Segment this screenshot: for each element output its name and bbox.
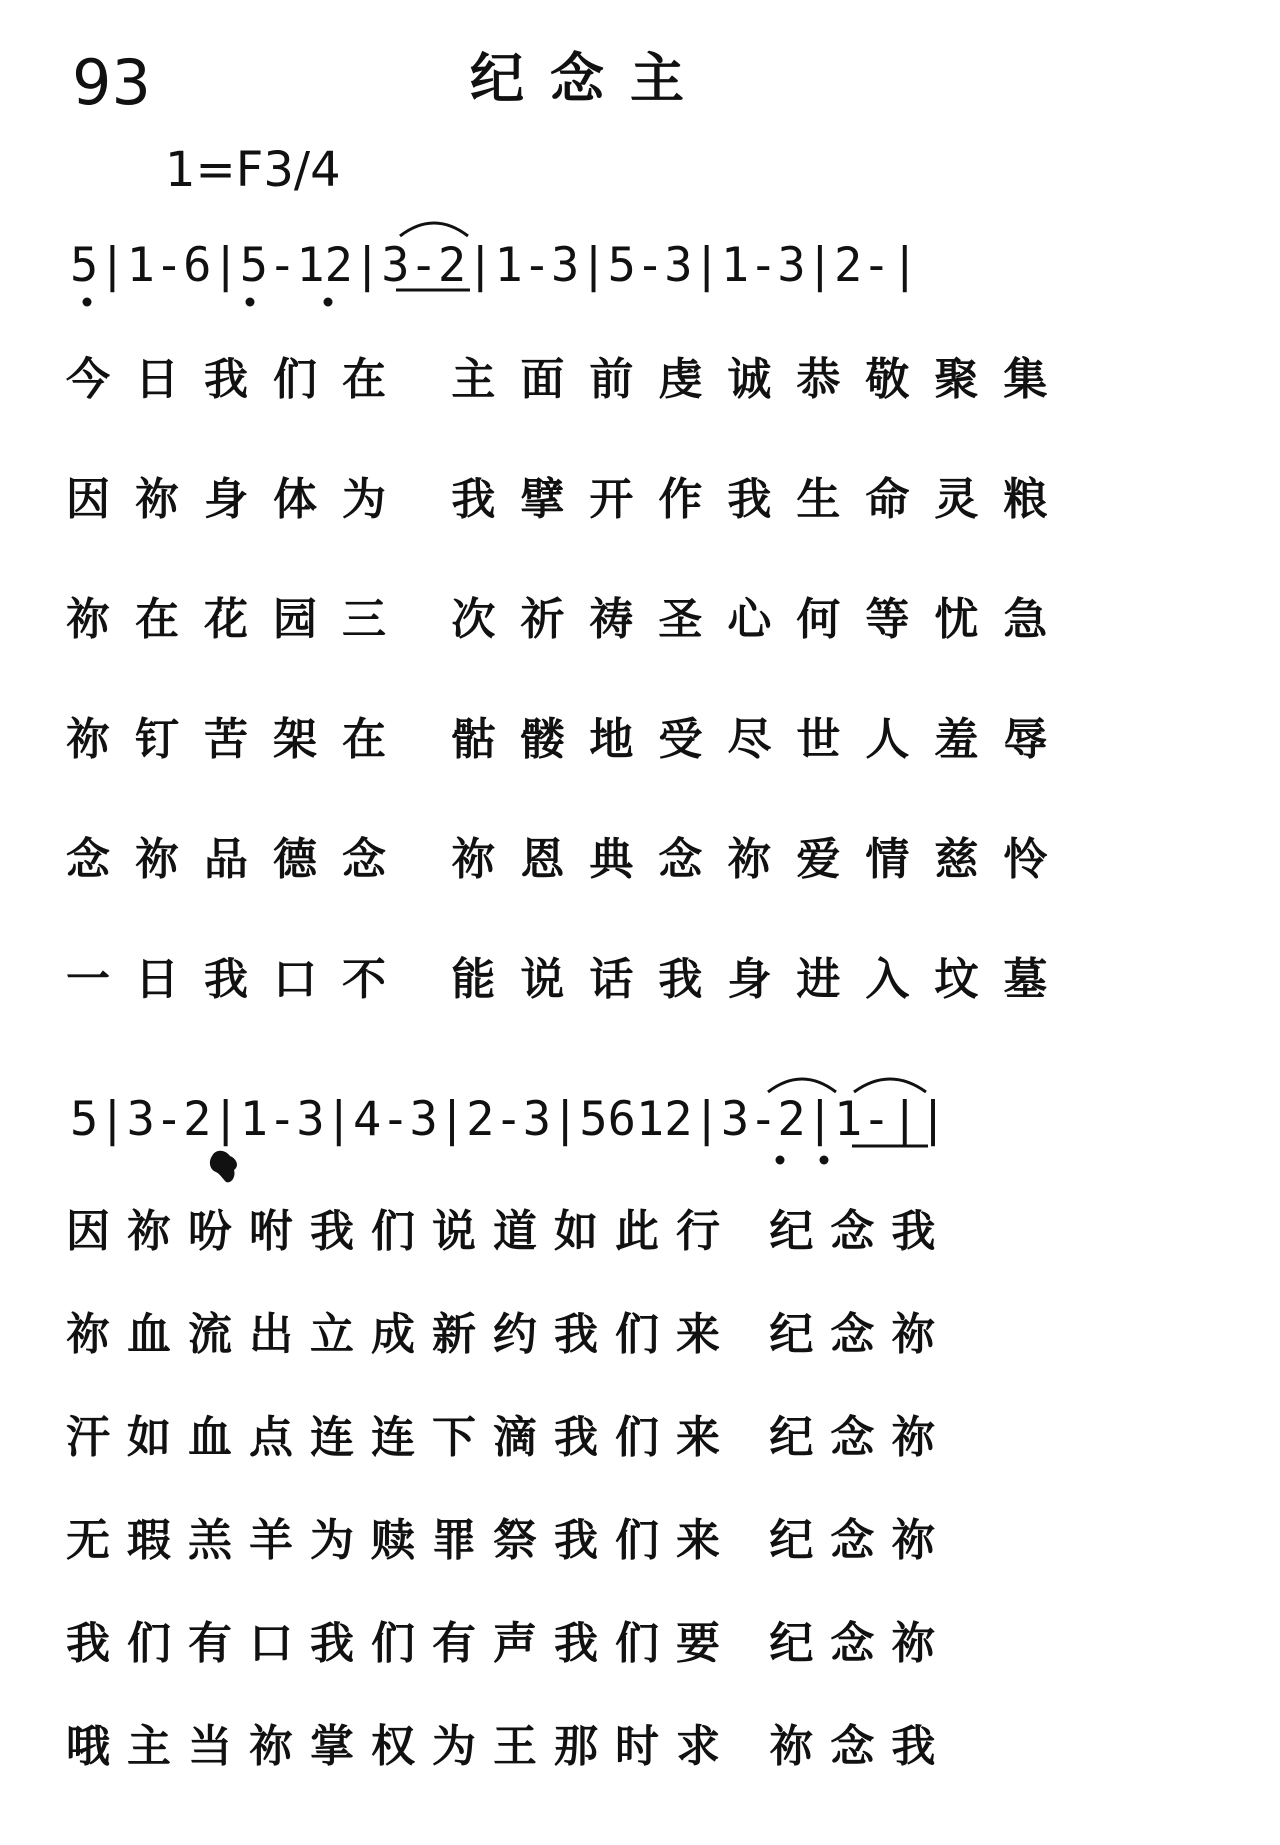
lyric-line-2-2: 祢血流出立成新约我们来 纪念祢 [66, 1309, 953, 1360]
key-signature: 1=F3/4 [165, 142, 341, 198]
lyric-line-1-1: 今日我们在 主面前虔诚恭敬聚集 [66, 354, 1073, 405]
lyric-line-2-1: 因祢吩咐我们说道如此行 纪念我 [66, 1206, 953, 1257]
lyric-line-1-6: 一日我口不 能说话我身进入坟墓 [66, 954, 1073, 1005]
lyric-line-2-5: 我们有口我们有声我们要 纪念祢 [66, 1618, 953, 1669]
low-octave-dot [776, 1156, 785, 1165]
hymn-title: 纪念主 [470, 47, 710, 110]
lyric-line-2-3: 汗如血点连连下滴我们来 纪念祢 [66, 1412, 953, 1463]
lyric-line-2-4: 无瑕羔羊为赎罪祭我们来 纪念祢 [66, 1515, 953, 1566]
tie-arc [400, 223, 468, 236]
lyric-line-1-5: 念祢品德念 祢恩典念祢爱情慈怜 [66, 834, 1073, 885]
notation-line-part-two: 5|3-2|1-3|4-3|2-3|5612|3-2|1-|| [70, 1092, 948, 1147]
low-octave-dot [324, 298, 333, 307]
notation-line-part-one: 5|1-6|5-12|3-2|1-3|5-3|1-3|2-| [70, 238, 919, 293]
lyric-line-1-3: 祢在花园三 次祈祷圣心何等忧急 [66, 594, 1073, 645]
lyric-line-1-2: 因祢身体为 我擘开作我生命灵粮 [66, 474, 1073, 525]
low-octave-dot [246, 298, 255, 307]
lyric-line-2-6: 哦主当祢掌权为王那时求 祢念我 [66, 1721, 953, 1772]
lyric-line-1-4: 祢钉苦架在 骷髅地受尽世人羞辱 [66, 714, 1073, 765]
hymn-number: 93 [72, 46, 151, 119]
low-octave-dot [820, 1156, 829, 1165]
ink-blot-mark [206, 1146, 242, 1186]
low-octave-dot [83, 298, 92, 307]
